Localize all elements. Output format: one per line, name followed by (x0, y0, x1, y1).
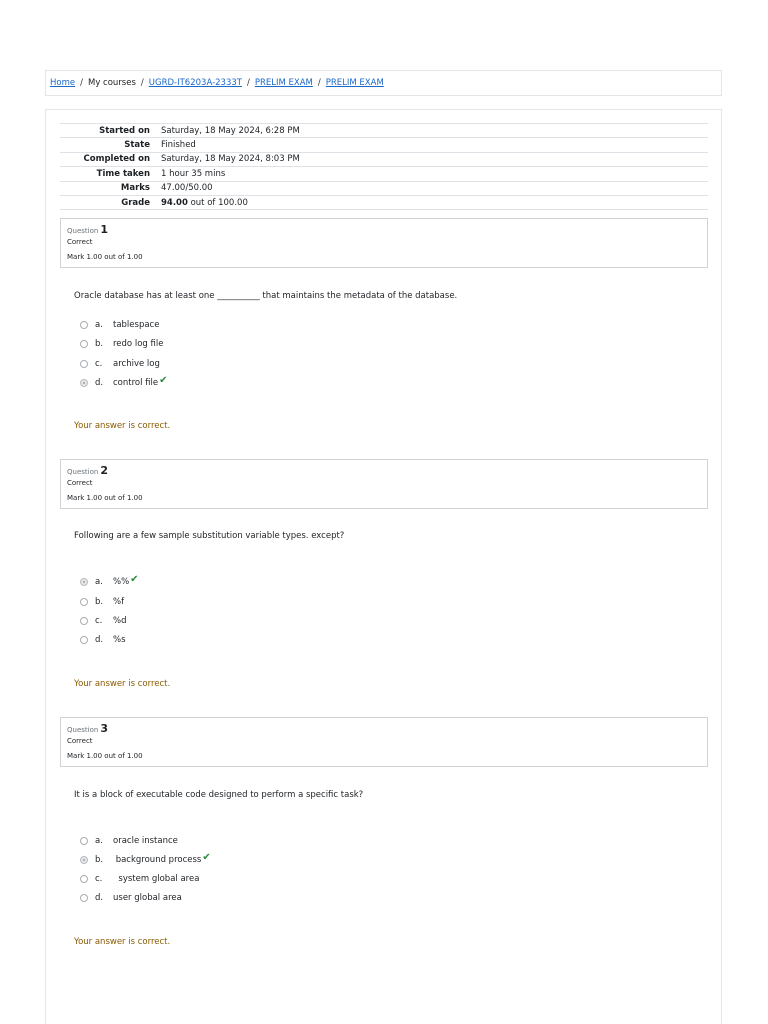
question-number: Question 3 (67, 722, 108, 735)
summary-row-grade (60, 195, 708, 209)
question-info-box (60, 717, 708, 767)
summary-value: 47.00/50.00 (161, 183, 213, 194)
breadcrumb-separator: / (246, 78, 250, 88)
answer-option[interactable]: c. system global area (80, 872, 199, 886)
summary-label: Started on (99, 125, 150, 136)
answer-option[interactable]: a. oracle instance (80, 834, 178, 848)
radio-button[interactable] (80, 636, 88, 644)
breadcrumb-home-link[interactable]: Home (50, 78, 76, 88)
answer-option[interactable]: d. user global area (80, 891, 182, 905)
answer-option[interactable]: a. tablespace (80, 318, 159, 332)
breadcrumb-my-courses: My courses (87, 78, 136, 88)
question-grade: Mark 1.00 out of 1.00 (67, 494, 143, 502)
breadcrumb-quiz-link[interactable]: PRELIM EXAM (325, 78, 384, 88)
breadcrumb-separator: / (140, 78, 144, 88)
breadcrumb-course-link[interactable]: UGRD-IT6203A-2333T (148, 78, 242, 88)
answer-option[interactable]: b. %f (80, 595, 124, 609)
check-icon: ✔ (202, 852, 211, 863)
answer-option[interactable]: d. %s (80, 633, 126, 647)
answer-feedback: Your answer is correct. (74, 679, 171, 689)
question-info-box (60, 218, 708, 268)
summary-label: Grade (121, 197, 150, 208)
summary-row-marks (60, 181, 708, 195)
question-number: Question 2 (67, 464, 108, 477)
breadcrumb-separator: / (317, 78, 321, 88)
question-grade: Mark 1.00 out of 1.00 (67, 752, 143, 760)
answer-option[interactable]: b. redo log file (80, 337, 163, 351)
summary-row-time-taken (60, 167, 708, 181)
radio-button-checked[interactable] (80, 379, 88, 387)
question-state: Correct (67, 238, 93, 246)
radio-button-checked[interactable] (80, 578, 88, 586)
radio-button[interactable] (80, 360, 88, 368)
answer-option-selected[interactable]: d. control file ✔ (80, 376, 168, 390)
summary-row-state (60, 138, 708, 152)
question-text: Oracle database has at least one __________ that maintains the metadata of the database. (74, 291, 458, 301)
question-text: It is a block of executable code designed to perform a specific task? (74, 790, 364, 800)
radio-button[interactable] (80, 837, 88, 845)
summary-label: State (124, 140, 150, 151)
summary-value: 1 hour 35 mins (161, 168, 226, 179)
check-icon: ✔ (159, 375, 168, 386)
quiz-review-card (45, 109, 722, 1024)
summary-row-started (60, 124, 708, 138)
summary-value: Finished (161, 140, 196, 151)
breadcrumb (45, 70, 722, 96)
radio-button[interactable] (80, 875, 88, 883)
radio-button[interactable] (80, 321, 88, 329)
question-info-box (60, 459, 708, 509)
question-state: Correct (67, 737, 93, 745)
summary-label: Completed on (83, 154, 150, 165)
answer-option-selected[interactable]: b. background process ✔ (80, 853, 211, 867)
answer-feedback: Your answer is correct. (74, 937, 171, 947)
check-icon: ✔ (130, 574, 139, 585)
answer-option[interactable]: c. archive log (80, 357, 160, 371)
radio-button[interactable] (80, 894, 88, 902)
radio-button[interactable] (80, 340, 88, 348)
question-number: Question 1 (67, 223, 108, 236)
summary-row-completed (60, 152, 708, 166)
breadcrumb-section-link[interactable]: PRELIM EXAM (254, 78, 313, 88)
grade-suffix: out of 100.00 (190, 197, 248, 208)
answer-option[interactable]: c. %d (80, 614, 126, 628)
question-text: Following are a few sample substitution variable types. except? (74, 531, 345, 541)
radio-button-checked[interactable] (80, 856, 88, 864)
question-grade: Mark 1.00 out of 1.00 (67, 253, 143, 261)
grade-value: 94.00 (161, 197, 188, 208)
answer-option-selected[interactable]: a. %% ✔ (80, 575, 139, 589)
answer-feedback: Your answer is correct. (74, 421, 171, 431)
summary-label: Time taken (96, 168, 150, 179)
radio-button[interactable] (80, 617, 88, 625)
breadcrumb-separator: / (80, 78, 83, 88)
summary-label: Marks (120, 183, 150, 194)
summary-value (161, 195, 708, 209)
attempt-summary-table (60, 123, 708, 210)
radio-button[interactable] (80, 598, 88, 606)
question-state: Correct (67, 479, 93, 487)
summary-value: Saturday, 18 May 2024, 6:28 PM (161, 125, 300, 136)
summary-value: Saturday, 18 May 2024, 8:03 PM (161, 154, 300, 165)
